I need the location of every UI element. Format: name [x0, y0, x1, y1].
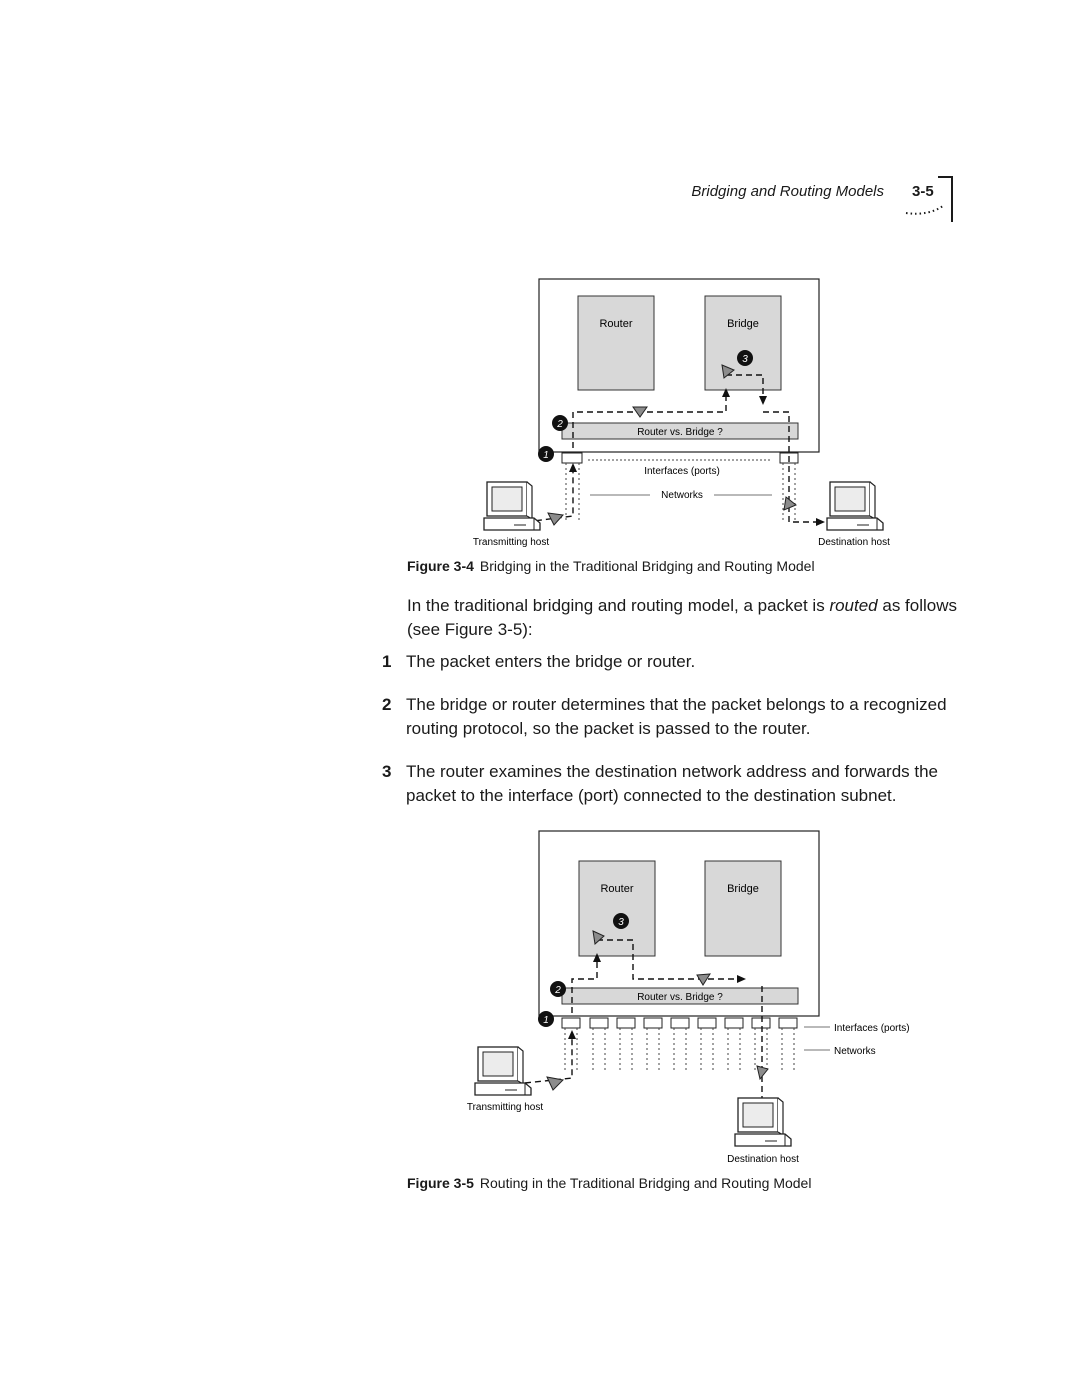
step-marker-3: [737, 350, 753, 366]
caption-label: Figure 3-4: [407, 558, 474, 574]
svg-text:2: 2: [557, 419, 563, 430]
interface-port: [562, 453, 582, 463]
interface-port: [590, 1018, 608, 1028]
list-number: 1: [382, 652, 392, 671]
svg-text:3: 3: [618, 917, 624, 928]
transmitting-host-computer-icon: [484, 482, 540, 530]
transmitting-host-label: Transmitting host: [466, 1102, 544, 1113]
transmitting-host-label: Transmitting host: [472, 537, 550, 548]
running-header-title: Bridging and Routing Models: [691, 183, 884, 200]
interface-port: [644, 1018, 662, 1028]
list-text: The router examines the destination network address and forwards the packet to the interface (port) connected to the destination subnet.: [406, 762, 939, 805]
router-label: Router: [599, 318, 633, 330]
router-label: Router: [600, 883, 634, 895]
list-text: The bridge or router determines that the packet belongs to a recognized routing protocol, so the packet is passed to the router.: [406, 695, 947, 738]
page-number: 3-5: [912, 183, 934, 200]
router-box: [578, 296, 654, 390]
interface-port: [671, 1018, 689, 1028]
figure-3-4-caption: [407, 558, 815, 574]
interface-port: [562, 1018, 580, 1028]
intro-paragraph: In the traditional bridging and routing model, a packet is routed as follows (see Figure 3-5):: [407, 596, 958, 639]
router-box: [579, 861, 655, 956]
figure-3-5: [0, 820, 1080, 1170]
step-marker-2: [552, 415, 568, 431]
list-number: 3: [382, 762, 392, 781]
step-marker-1: [538, 446, 554, 462]
destination-host-computer-icon: [735, 1098, 791, 1146]
svg-text:3: 3: [742, 354, 748, 365]
figure-3-5-caption: [407, 1175, 811, 1191]
svg-text:1: 1: [543, 1015, 549, 1026]
caption-text: Bridging in the Traditional Bridging and Routing Model: [479, 558, 815, 574]
interface-port: [752, 1018, 770, 1028]
step-marker-1: [538, 1011, 554, 1027]
bridge-label: Bridge: [727, 318, 759, 330]
figure-3-4: [0, 0, 1080, 560]
destination-host-computer-icon: [827, 482, 883, 530]
interface-port: [779, 1018, 797, 1028]
interfaces-label: Interfaces (ports): [834, 1023, 910, 1034]
caption-text: Routing in the Traditional Bridging and Routing Model: [479, 1175, 812, 1191]
networks-label: Networks: [834, 1046, 876, 1057]
caption-label: Figure 3-5: [407, 1175, 474, 1191]
destination-host-label: Destination host: [818, 537, 890, 548]
interfaces-label: Interfaces (ports): [644, 466, 720, 477]
decision-bar-label: Router vs. Bridge ?: [637, 992, 723, 1003]
step-marker-3: [613, 913, 629, 929]
svg-text:1: 1: [543, 450, 549, 461]
emphasis-routed: routed: [829, 596, 878, 615]
list-number: 2: [382, 695, 392, 714]
step-marker-2: [550, 981, 566, 997]
networks-label: Networks: [661, 490, 703, 501]
list-text: The packet enters the bridge or router.: [406, 652, 696, 671]
interface-port: [617, 1018, 635, 1028]
decision-bar-label: Router vs. Bridge ?: [637, 427, 723, 438]
bridge-label: Bridge: [727, 883, 759, 895]
interface-port: [725, 1018, 743, 1028]
bridge-box: [705, 296, 781, 390]
transmitting-host-computer-icon: [475, 1047, 531, 1095]
interface-port: [698, 1018, 716, 1028]
bridge-box: [705, 861, 781, 956]
destination-host-label: Destination host: [727, 1154, 799, 1165]
svg-text:2: 2: [555, 985, 561, 996]
